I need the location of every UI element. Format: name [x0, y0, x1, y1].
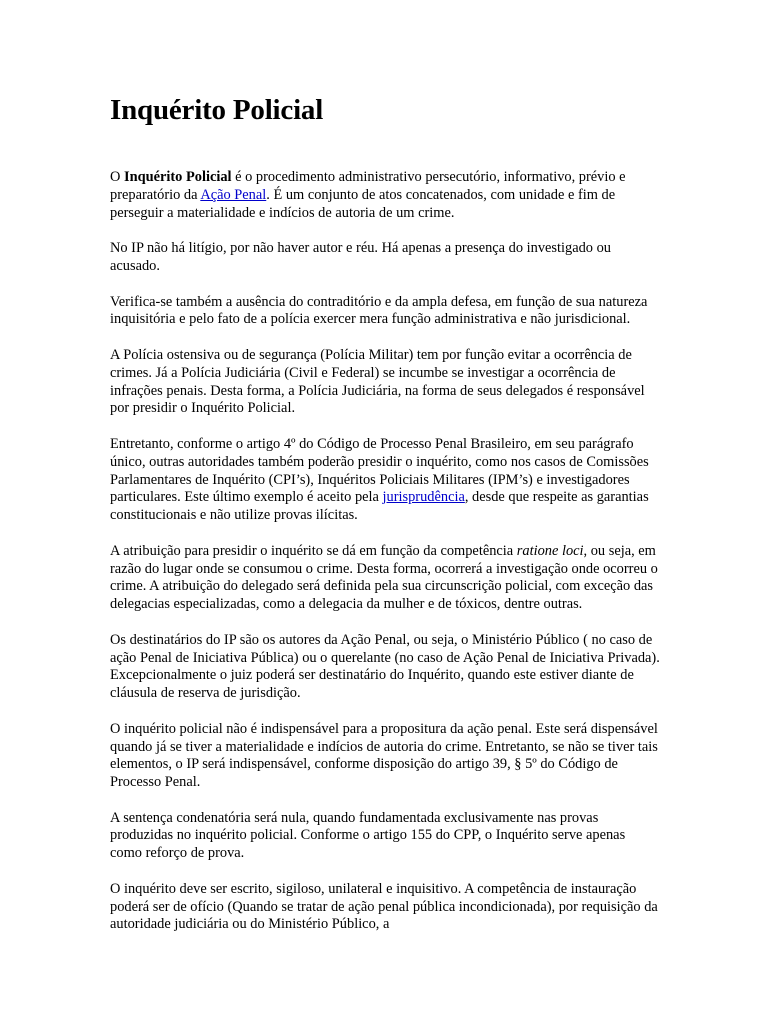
paragraph-6 — [110, 543, 660, 614]
paragraph-6-italic: ratione loci — [516, 542, 584, 559]
page-title: Inquérito Policial — [110, 94, 324, 126]
paragraph-1-text-b: é o procedimento administrativo persecutório, informativo, prévio e preparatório da — [110, 169, 626, 203]
paragraph-4: A Polícia ostensiva ou de segurança (Polícia Militar) tem por função evitar a ocorrência de crimes. Já a Polícia Judiciária (Civil e Federal) se incumbe se investigar a ocorrência de infrações penais. Desta forma, a Polícia Judiciária, na forma de seus delegados é responsável por presidir o Inquérito Policial. — [110, 346, 645, 417]
paragraph-1 — [110, 169, 660, 222]
paragraph-5-text-a: Entretanto, conforme o artigo 4º do Código de Processo Penal Brasileiro, em seu parágrafo único, outras autoridades também poderão presidir o inquérito, como nos casos de Comissões Parlamentares de Inquérito (CPI’s), Inquéritos Policiais Militares (IPM’s) e investigadores particulares. Este último exemplo é aceito pela — [110, 435, 649, 506]
paragraph-8: O inquérito policial não é indispensável para a propositura da ação penal. Este será dispensável quando já se tiver a materialidade e indícios de autoria do crime. Entretanto, se não se tiver tais elementos, o IP será indispensável, conforme disposição do artigo 39, § 5º do Código de Processo Penal. — [110, 720, 658, 791]
paragraph-1-text-a: O — [110, 169, 124, 185]
paragraph-5 — [110, 436, 660, 525]
paragraph-9: A sentença condenatória será nula, quando fundamentada exclusivamente nas provas produzidas no inquérito policial. Conforme o artigo 155 do CPP, o Inquérito serve apenas como reforço de prova. — [110, 809, 626, 862]
paragraph-1-bold: Inquérito Policial — [124, 169, 232, 185]
acao-penal-link[interactable]: Ação Penal — [200, 186, 267, 203]
paragraph-6-text-b: , ou seja, em razão do lugar onde se consumou o crime. Desta forma, ocorrerá a investigação onde ocorreu o crime. A atribuição do delegado será definida pela sua circunscrição policial, com exceção das delegacias especializadas, como a delegacia da mulher e de tóxicos, dentre outras. — [110, 542, 658, 613]
paragraph-1-text-c: . É um conjunto de atos concatenados, com unidade e fim de perseguir a materialidade e indícios de autoria de um crime. — [110, 186, 616, 221]
paragraph-2: No IP não há litígio, por não haver autor e réu. Há apenas a presença do investigado ou acusado. — [110, 240, 611, 274]
paragraph-3: Verifica-se também a ausência do contraditório e da ampla defesa, em função de sua natureza inquisitória e pelo fato de a polícia exercer mera função administrativa e não jurisdicional. — [110, 293, 648, 328]
document-page — [110, 90, 660, 952]
jurisprudencia-link[interactable]: jurisprudência — [382, 489, 465, 506]
paragraph-6-text-a: A atribuição para presidir o inquérito se dá em função da competência — [110, 542, 517, 559]
paragraph-7: Os destinatários do IP são os autores da Ação Penal, ou seja, o Ministério Público ( no caso de ação Penal de Iniciativa Pública) ou o querelante (no caso de Ação Penal de Iniciativa Privada). Excepcionalmente o juiz poderá ser destinatário do Inquérito, quando este estiver diante de cláusula de reserva de jurisdição. — [110, 631, 660, 702]
paragraph-5-text-b: , desde que respeite as garantias constitucionais e não utilize provas ilícitas. — [110, 489, 649, 524]
paragraph-10: O inquérito deve ser escrito, sigiloso, unilateral e inquisitivo. A competência de instauração poderá ser de ofício (Quando se tratar de ação penal pública incondicionada), por requisição da autoridade judiciária ou do Ministério Público, a — [110, 880, 658, 933]
